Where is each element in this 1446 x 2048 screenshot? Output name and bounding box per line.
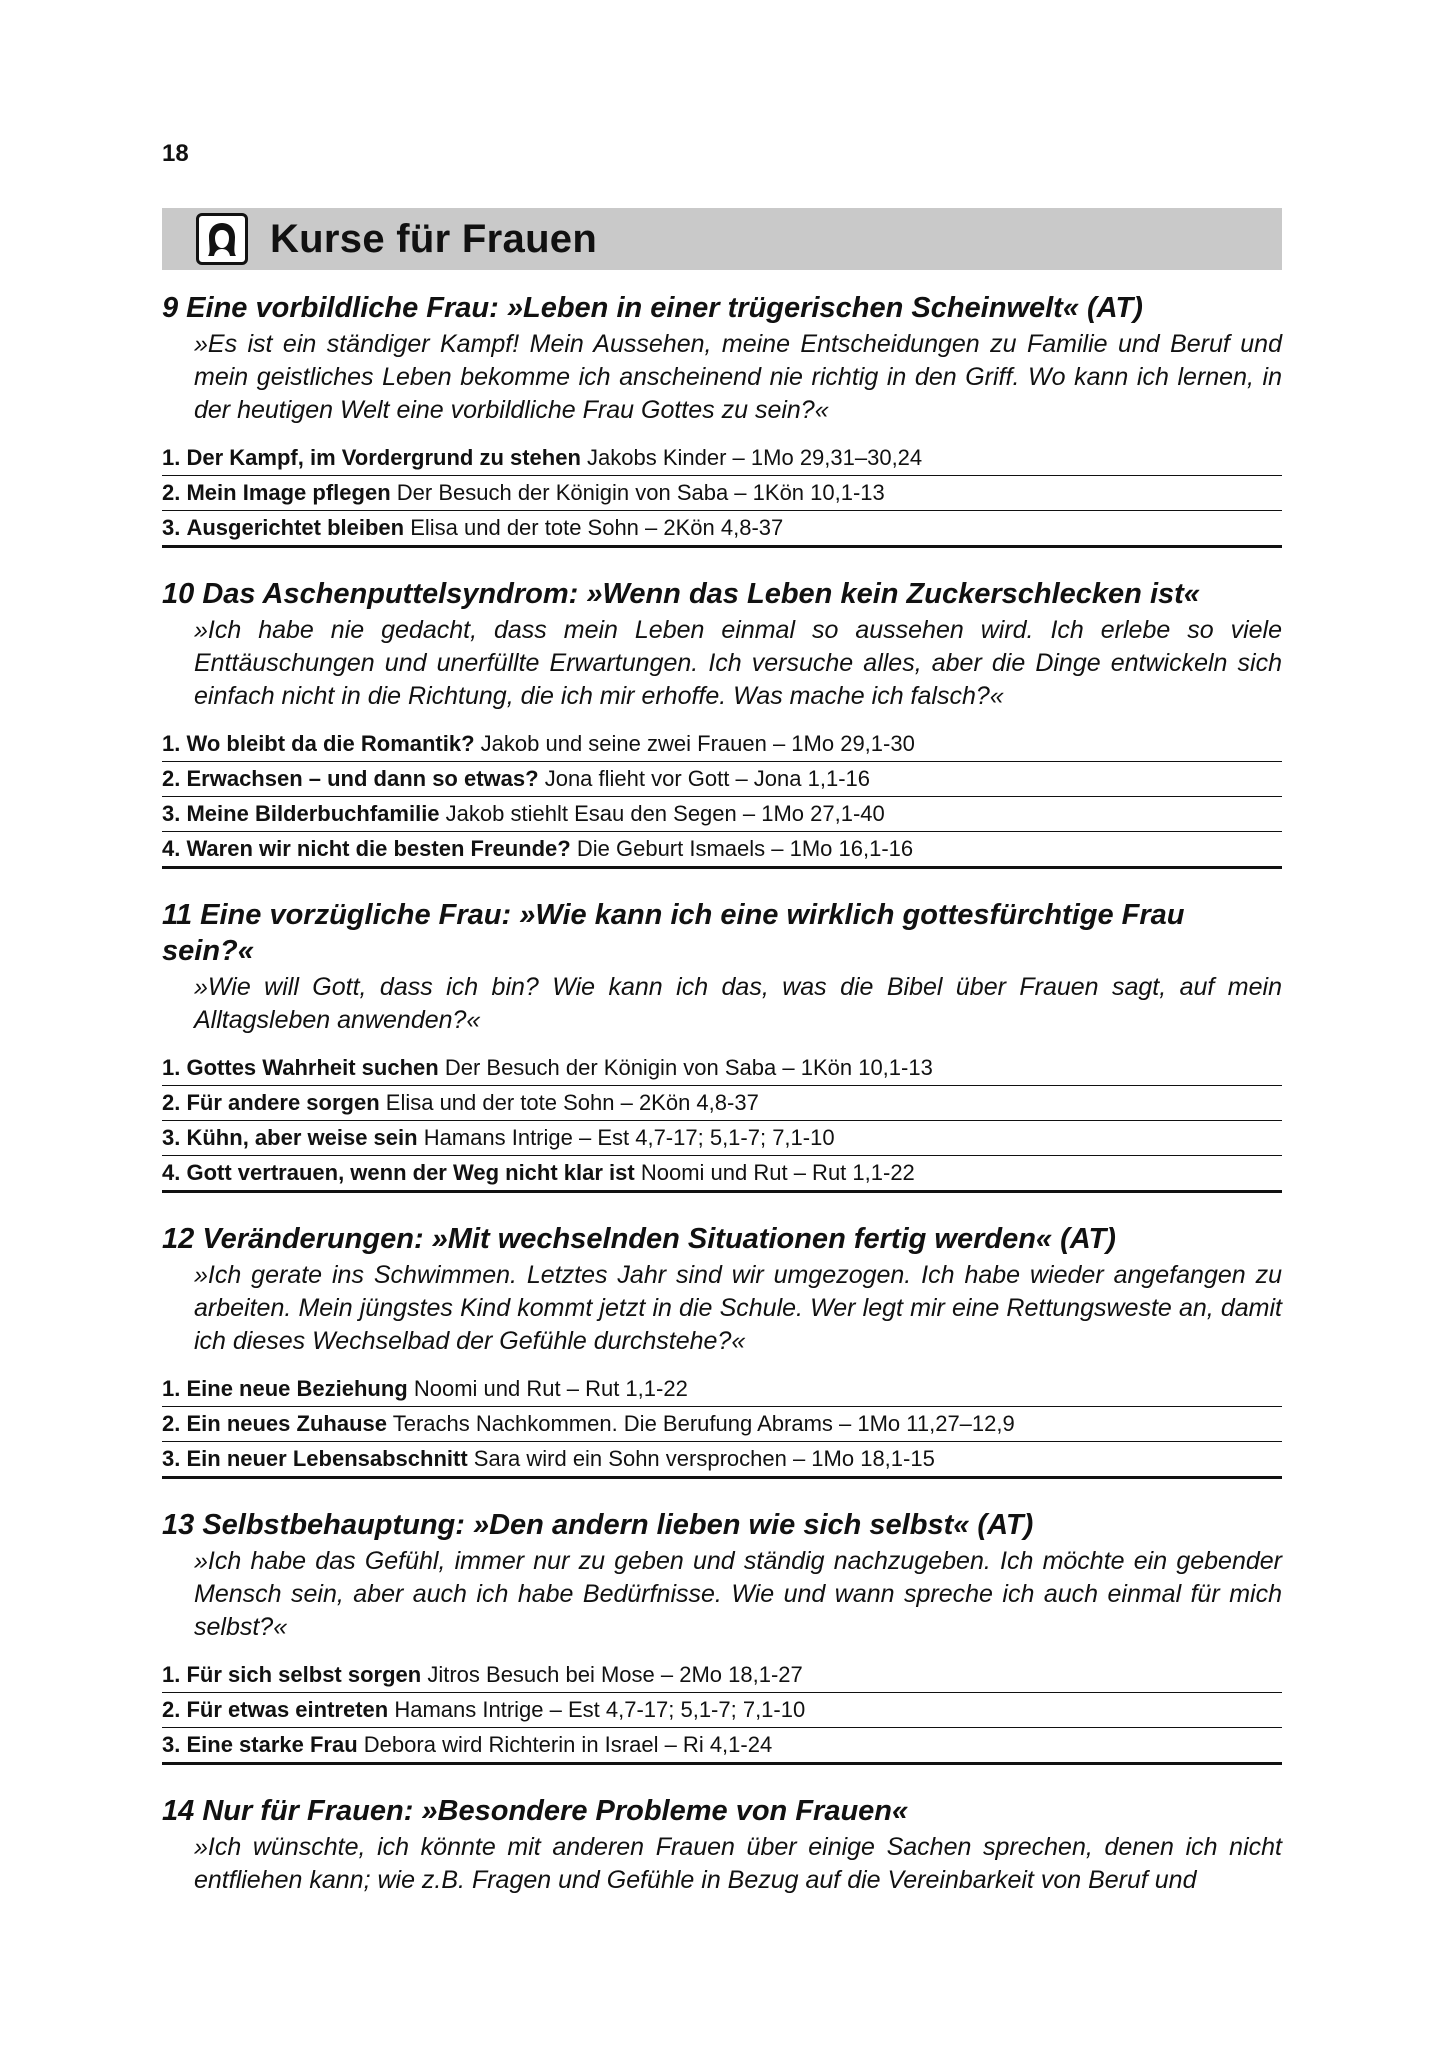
lesson-reference: Jitros Besuch bei Mose – 2Mo 18,1-27 bbox=[427, 1662, 803, 1687]
lesson-number: 4. bbox=[162, 836, 181, 861]
lesson-row bbox=[162, 797, 1282, 832]
lesson-title: Mein Image pflegen bbox=[186, 480, 391, 505]
lesson-row bbox=[162, 1086, 1282, 1121]
lesson-row bbox=[162, 511, 1282, 545]
course-list bbox=[162, 290, 1282, 1925]
lesson-list bbox=[162, 1051, 1282, 1193]
lesson-number: 3. bbox=[162, 1125, 181, 1150]
lesson-number: 4. bbox=[162, 1160, 181, 1185]
course-title: 9 Eine vorbildliche Frau: »Leben in einer trügerischen Scheinwelt« (AT) bbox=[162, 292, 1143, 324]
course bbox=[162, 290, 1282, 548]
lesson-reference: Noomi und Rut – Rut 1,1-22 bbox=[640, 1160, 915, 1185]
course-quote: »Wie will Gott, dass ich bin? Wie kann ich das, was die Bibel über Frauen sagt, auf mein Alltagsleben anwenden?« bbox=[194, 973, 1282, 1034]
lesson-title: Gottes Wahrheit suchen bbox=[186, 1055, 439, 1080]
course bbox=[162, 897, 1282, 1193]
course-title: 12 Veränderungen: »Mit wechselnden Situationen fertig werden« (AT) bbox=[162, 1223, 1116, 1255]
lesson-row bbox=[162, 1407, 1282, 1442]
lesson-title: Erwachsen – und dann so etwas? bbox=[186, 766, 539, 791]
lesson-row bbox=[162, 1658, 1282, 1693]
lesson-number: 3. bbox=[162, 515, 181, 540]
lesson-reference: Noomi und Rut – Rut 1,1-22 bbox=[413, 1376, 688, 1401]
lesson-number: 1. bbox=[162, 1662, 181, 1687]
lesson-reference: Jona flieht vor Gott – Jona 1,1-16 bbox=[544, 766, 871, 791]
lesson-number: 3. bbox=[162, 1732, 181, 1757]
lesson-row bbox=[162, 762, 1282, 797]
lesson-number: 1. bbox=[162, 445, 181, 470]
lesson-reference: Hamans Intrige – Est 4,7-17; 5,1-7; 7,1-10 bbox=[394, 1697, 806, 1722]
course-quote: »Ich habe das Gefühl, immer nur zu geben und ständig nachzugeben. Ich möchte ein gebender Mensch sein, aber auch ich habe Bedürfnisse. Wie und wann spreche ich auch einmal für mich selbst?« bbox=[194, 1547, 1282, 1641]
lesson-number: 1. bbox=[162, 1055, 181, 1080]
lesson-title: Waren wir nicht die besten Freunde? bbox=[186, 836, 571, 861]
lesson-row bbox=[162, 1693, 1282, 1728]
lesson-title: Für etwas eintreten bbox=[186, 1697, 389, 1722]
lesson-number: 1. bbox=[162, 731, 181, 756]
lesson-number: 1. bbox=[162, 1376, 181, 1401]
course bbox=[162, 576, 1282, 869]
lesson-row bbox=[162, 1051, 1282, 1086]
page-number: 18 bbox=[162, 140, 189, 167]
lesson-reference: Die Geburt Ismaels – 1Mo 16,1-16 bbox=[576, 836, 914, 861]
lesson-title: Kühn, aber weise sein bbox=[186, 1125, 418, 1150]
lesson-list bbox=[162, 727, 1282, 869]
course-quote: »Ich gerate ins Schwimmen. Letztes Jahr sind wir umgezogen. Ich habe wieder angefangen zu arbeiten. Mein jüngstes Kind kommt jetzt in die Schule. Wer legt mir eine Rettungsweste an, damit ich dieses Wechselbad der Gefühle durchstehe?« bbox=[194, 1261, 1282, 1355]
lesson-number: 2. bbox=[162, 766, 181, 791]
lesson-list bbox=[162, 1658, 1282, 1765]
course-quote: »Ich habe nie gedacht, dass mein Leben einmal so aussehen wird. Ich erlebe so viele Enttäuschungen und unerfüllte Erwartungen. Ich versuche alles, aber die Dinge entwickeln sich einfach nicht in die Richtung, die ich mir erhoffe. Was mache ich falsch?« bbox=[194, 616, 1282, 710]
lesson-reference: Hamans Intrige – Est 4,7-17; 5,1-7; 7,1-10 bbox=[423, 1125, 835, 1150]
lesson-number: 2. bbox=[162, 1697, 181, 1722]
lesson-number: 2. bbox=[162, 1090, 181, 1115]
lesson-title: Der Kampf, im Vordergrund zu stehen bbox=[186, 445, 581, 470]
lesson-number: 2. bbox=[162, 480, 181, 505]
lesson-reference: Der Besuch der Königin von Saba – 1Kön 10,1-13 bbox=[396, 480, 885, 505]
course-quote: »Ich wünschte, ich könnte mit anderen Frauen über einige Sachen sprechen, denen ich nicht entfliehen kann; wie z.B. Fragen und Gefühle in Bezug auf die Vereinbarkeit von Beruf und bbox=[194, 1833, 1282, 1894]
course bbox=[162, 1507, 1282, 1765]
section-title: Kurse für Frauen bbox=[270, 216, 598, 261]
course bbox=[162, 1221, 1282, 1479]
lesson-row bbox=[162, 1121, 1282, 1156]
lesson-number: 2. bbox=[162, 1411, 181, 1436]
course-title: 14 Nur für Frauen: »Besondere Probleme von Frauen« bbox=[162, 1795, 909, 1827]
course-title: 11 Eine vorzügliche Frau: »Wie kann ich eine wirklich gottesfürchtige Frau sein?« bbox=[162, 899, 1185, 967]
lesson-number: 3. bbox=[162, 801, 181, 826]
course-quote: »Es ist ein ständiger Kampf! Mein Aussehen, meine Entscheidungen zu Familie und Beruf und mein geistliches Leben bekomme ich anscheinend nie richtig in den Griff. Wo kann ich lernen, in der heutigen Welt eine vorbildliche Frau Gottes zu sein?« bbox=[194, 330, 1282, 424]
lesson-title: Eine starke Frau bbox=[186, 1732, 358, 1757]
lesson-title: Wo bleibt da die Romantik? bbox=[186, 731, 475, 756]
lesson-reference: Jakob stiehlt Esau den Segen – 1Mo 27,1-40 bbox=[445, 801, 885, 826]
lesson-title: Meine Bilderbuchfamilie bbox=[186, 801, 440, 826]
lesson-reference: Jakobs Kinder – 1Mo 29,31–30,24 bbox=[587, 445, 923, 470]
lesson-reference: Elisa und der tote Sohn – 2Kön 4,8-37 bbox=[385, 1090, 759, 1115]
lesson-title: Gott vertrauen, wenn der Weg nicht klar ist bbox=[186, 1160, 635, 1185]
lesson-row bbox=[162, 1372, 1282, 1407]
lesson-row bbox=[162, 832, 1282, 866]
lesson-reference: Jakob und seine zwei Frauen – 1Mo 29,1-30 bbox=[480, 731, 915, 756]
lesson-title: Für sich selbst sorgen bbox=[186, 1662, 422, 1687]
woman-silhouette-icon bbox=[196, 213, 248, 265]
course-title: 13 Selbstbehauptung: »Den andern lieben wie sich selbst« (AT) bbox=[162, 1509, 1034, 1541]
lesson-row bbox=[162, 441, 1282, 476]
lesson-row bbox=[162, 1728, 1282, 1762]
lesson-row bbox=[162, 1442, 1282, 1476]
lesson-reference: Debora wird Richterin in Israel – Ri 4,1-24 bbox=[363, 1732, 773, 1757]
lesson-title: Ausgerichtet bleiben bbox=[186, 515, 405, 540]
lesson-row bbox=[162, 476, 1282, 511]
lesson-reference: Elisa und der tote Sohn – 2Kön 4,8-37 bbox=[410, 515, 784, 540]
lesson-row bbox=[162, 1156, 1282, 1190]
course bbox=[162, 1793, 1282, 1897]
lesson-reference: Terachs Nachkommen. Die Berufung Abrams – 1Mo 11,27–12,9 bbox=[392, 1411, 1015, 1436]
course-title: 10 Das Aschenputtelsyndrom: »Wenn das Leben kein Zuckerschlecken ist« bbox=[162, 578, 1200, 610]
lesson-title: Ein neuer Lebensabschnitt bbox=[186, 1446, 468, 1471]
lesson-title: Ein neues Zuhause bbox=[186, 1411, 387, 1436]
lesson-title: Eine neue Beziehung bbox=[186, 1376, 408, 1401]
lesson-reference: Der Besuch der Königin von Saba – 1Kön 10,1-13 bbox=[444, 1055, 933, 1080]
lesson-list bbox=[162, 441, 1282, 548]
lesson-title: Für andere sorgen bbox=[186, 1090, 380, 1115]
lesson-reference: Sara wird ein Sohn versprochen – 1Mo 18,1-15 bbox=[473, 1446, 935, 1471]
lesson-row bbox=[162, 727, 1282, 762]
section-header bbox=[162, 208, 1282, 270]
lesson-list bbox=[162, 1372, 1282, 1479]
lesson-number: 3. bbox=[162, 1446, 181, 1471]
